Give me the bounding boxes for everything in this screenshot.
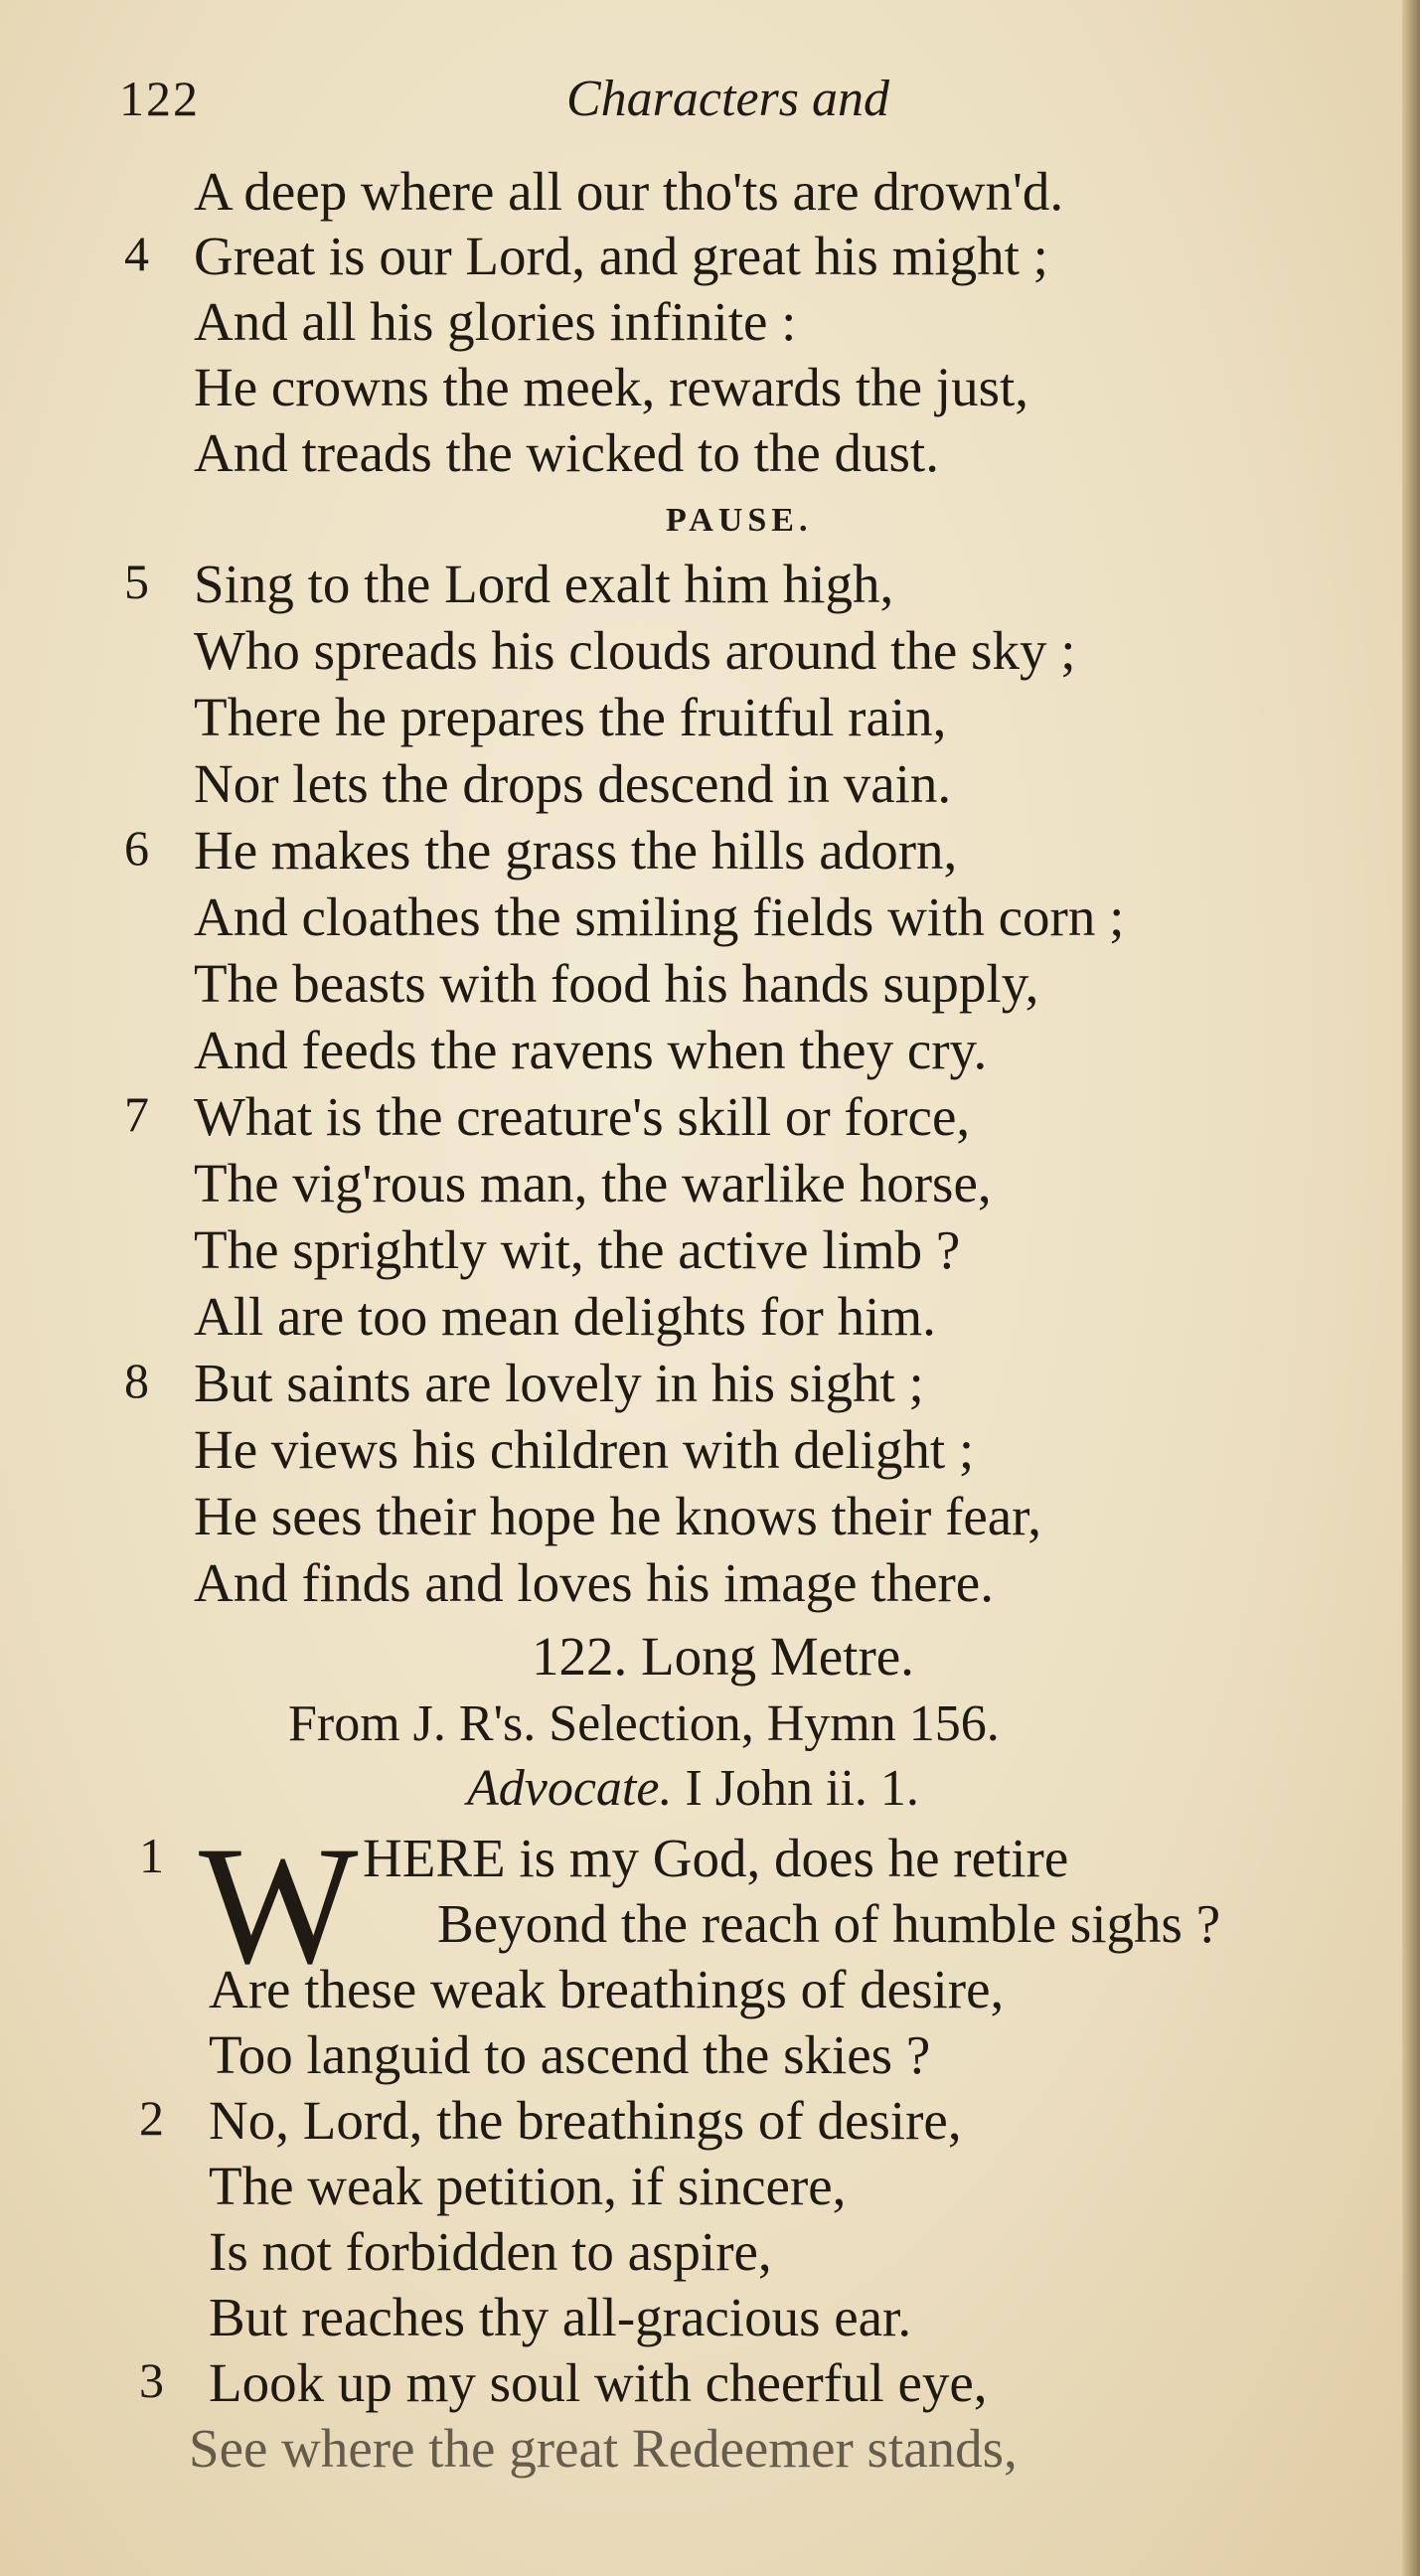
verse-number: 3 xyxy=(139,2352,164,2408)
page-edge xyxy=(1402,0,1420,2576)
verse-line: And finds and loves his image there. xyxy=(194,1552,994,1613)
verse-number: 5 xyxy=(124,554,149,609)
verse-line: He sees their hope he knows their fear, xyxy=(194,1486,1042,1546)
verse-line: And treads the wicked to the dust. xyxy=(194,422,939,483)
hymn-source: From J. R's. Selection, Hymn 156. xyxy=(288,1695,1000,1752)
drop-cap: W xyxy=(199,1812,359,1999)
verse-line-faded: See where the great Redeemer stands, xyxy=(189,2418,1018,2479)
verse-line: All are too mean delights for him. xyxy=(194,1286,936,1347)
verse-line: Who spreads his clouds around the sky ; xyxy=(194,620,1076,681)
verse-number: 4 xyxy=(124,226,149,281)
verse-line: Sing to the Lord exalt him high, xyxy=(194,554,894,614)
verse-line: The sprightly wit, the active limb ? xyxy=(194,1219,961,1280)
page-header xyxy=(119,70,1262,139)
verse-line: He makes the grass the hills adorn, xyxy=(194,820,958,881)
verse-line: HERE is my God, does he retire xyxy=(363,1828,1069,1888)
hymn-title: 122. Long Metre. xyxy=(532,1626,914,1687)
verse-number: 8 xyxy=(124,1353,149,1408)
running-head: Characters and xyxy=(566,71,889,127)
verse-number: 1 xyxy=(139,1828,164,1883)
verse-line: A deep where all our tho'ts are drown'd. xyxy=(194,161,1064,222)
verse-line: And cloathes the smiling fields with corn ; xyxy=(194,886,1125,947)
verse-line: But reaches thy all-gracious ear. xyxy=(209,2287,912,2347)
verse-line: Are these weak breathings of desire, xyxy=(209,1959,1005,2019)
verse-number: 6 xyxy=(124,820,149,876)
page-number: 122 xyxy=(119,71,200,126)
verse-line: The beasts with food his hands supply, xyxy=(194,953,1039,1014)
verse-line: Nor lets the drops descend in vain. xyxy=(194,753,952,814)
verse-line: Look up my soul with cheerful eye, xyxy=(209,2352,988,2413)
verse-line: He views his children with delight ; xyxy=(194,1419,975,1480)
verse-line: But saints are lovely in his sight ; xyxy=(194,1353,924,1413)
verse-line: No, Lord, the breathings of desire, xyxy=(209,2090,962,2151)
verse-line: Too languid to ascend the skies ? xyxy=(209,2024,931,2085)
pause-heading: PAUSE. xyxy=(666,502,813,539)
verse-line: Great is our Lord, and great his might ; xyxy=(194,226,1048,286)
verse-line: There he prepares the fruitful rain, xyxy=(194,687,947,747)
hymn-subtitle xyxy=(467,1759,919,1818)
verse-line: The vig'rous man, the warlike horse, xyxy=(194,1153,992,1213)
verse-line: What is the creature's skill or force, xyxy=(194,1086,971,1147)
verse-number: 2 xyxy=(139,2090,164,2146)
verse-line: Beyond the reach of humble sighs ? xyxy=(437,1893,1221,1954)
hymn-scripture-ref: I John ii. 1. xyxy=(685,1760,919,1817)
verse-line: The weak petition, if sincere, xyxy=(209,2156,847,2216)
hymn-subtitle-italic: Advocate. xyxy=(467,1760,673,1817)
verse-line: He crowns the meek, rewards the just, xyxy=(194,357,1029,417)
verse-line: And all his glories infinite : xyxy=(194,291,797,352)
verse-number: 7 xyxy=(124,1086,149,1142)
verse-line: Is not forbidden to aspire, xyxy=(209,2221,772,2282)
verse-line: And feeds the ravens when they cry. xyxy=(194,1020,988,1080)
